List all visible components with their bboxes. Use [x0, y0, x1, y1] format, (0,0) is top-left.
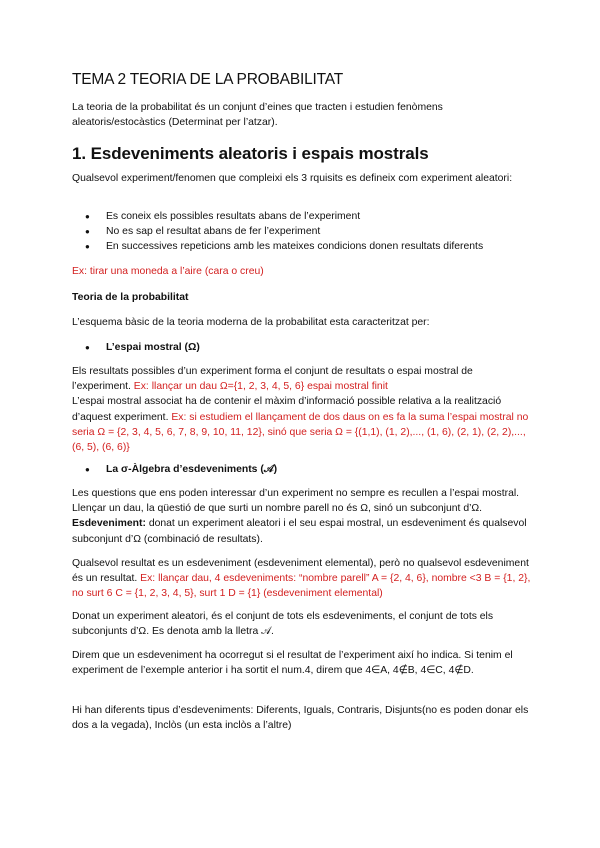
sample-space-text: Els resultats possibles d’un experiment forma el conjunt de resultats o espai mostral de l’experiment. [72, 366, 473, 393]
list-item: ● L’espai mostral (Ω) [72, 340, 532, 355]
requirements-list [72, 209, 532, 255]
list-item: ● La σ-Àlgebra d’esdeveniments (𝒜) [72, 462, 532, 477]
elemental-text: Qualsevol resultat es un esdeveniment (esdeveniment elemental), però no qualsevol esdeveniment és un resultat. [72, 558, 529, 585]
sigma-definition-paragraph: Donat un experiment aleatori, és el conjunt de tots els esdeveniments, el conjunt de tots els subconjunts d’Ω. Es denota amb la lletra 𝒜. [72, 611, 494, 638]
dice-events-example: Ex: llançar dau, 4 esdeveniments: “nombre parell” A = {2, 4, 6}, nombre <3 B = {1, 2}, no surt 6 C = {1, 2, 3, 4, 5}, surt 1 D = {1} (esdeveniment elemental) [72, 573, 531, 600]
document-title: TEMA 2 TEORIA DE LA PROBABILITAT [72, 71, 343, 88]
subheading-theory: Teoria de la probabilitat [72, 292, 189, 303]
section-heading: 1. Esdeveniments aleatoris i espais mostrals [72, 144, 429, 163]
events-paragraph [72, 486, 532, 547]
intro-paragraph: La teoria de la probabilitat és un conjunt d’eines que tracten i estudien fenòmens aleatoris/estocàstics (Determinat per l’atzar). [72, 102, 443, 129]
event-term: Esdeveniment: [72, 518, 146, 530]
sample-space-paragraph [72, 364, 532, 455]
example-coin: Ex: tirar una moneda a l’aire (cara o creu) [72, 266, 264, 277]
occurrence-paragraph: Direm que un esdeveniment ha ocorregut si el resultat de l’experiment així ho indica. Si tenim el experiment de l’exemple anterior i ha sortit el num.4, direm que 4∈A, 4∉B, 4∈C, 4∉D. [72, 650, 513, 677]
list-item: ● Es coneix els possibles resultats abans de l’experiment [72, 209, 532, 224]
event-types-paragraph: Hi han diferents tipus d’esdeveniments: Diferents, Iguals, Contraris, Disjunts(no es poden donar els dos a la vegada), Inclòs (un esta inclòs a l’altre) [72, 705, 529, 732]
experiment-definition: Qualsevol experiment/fenomen que compleixi els 3 rquisits es defineix com experiment aleatori: [72, 173, 513, 184]
sample-space-example-2: Ex: si estudiem el llançament de dos daus on es fa la suma l’espai mostral no seria Ω = {2, 3, 4, 5, 6, 7, 8, 9, 10, 11, 12}, sinó que seria Ω = {(1,1), (1, 2),..., (1, 6), (2, 1), (2, 2),..., (6, 5), (6, 6)} [72, 411, 529, 454]
events-text: Les questions que ens poden interessar d’un experiment no sempre es recullen a l’espai mostral. Llençar un dau, la qüestió de que surti un nombre parell no és Ω, sinó un subconjunt d’Ω. [72, 488, 520, 515]
sample-space-text-2: L’espai mostral associat ha de contenir el màxim d’informació possible relativa a la realització d’aquest experiment. [72, 396, 502, 423]
sample-space-list [72, 340, 532, 355]
sigma-algebra-list [72, 462, 532, 477]
elemental-events-paragraph [72, 556, 532, 602]
sample-space-example: Ex: llançar un dau Ω={1, 2, 3, 4, 5, 6} espai mostral finit [133, 381, 388, 393]
list-item: ● No es sap el resultat abans de fer l’experiment [72, 224, 532, 239]
theory-paragraph: L’esquema bàsic de la teoria moderna de la probabilitat esta caracteritzat per: [72, 317, 430, 328]
list-item: ● En successives repeticions amb les mateixes condicions donen resultats diferents [72, 239, 532, 254]
events-text-2: donat un experiment aleatori i el seu espai mostral, un esdeveniment és qualsevol subconjunt d’Ω (combinació de resultats). [72, 518, 527, 545]
